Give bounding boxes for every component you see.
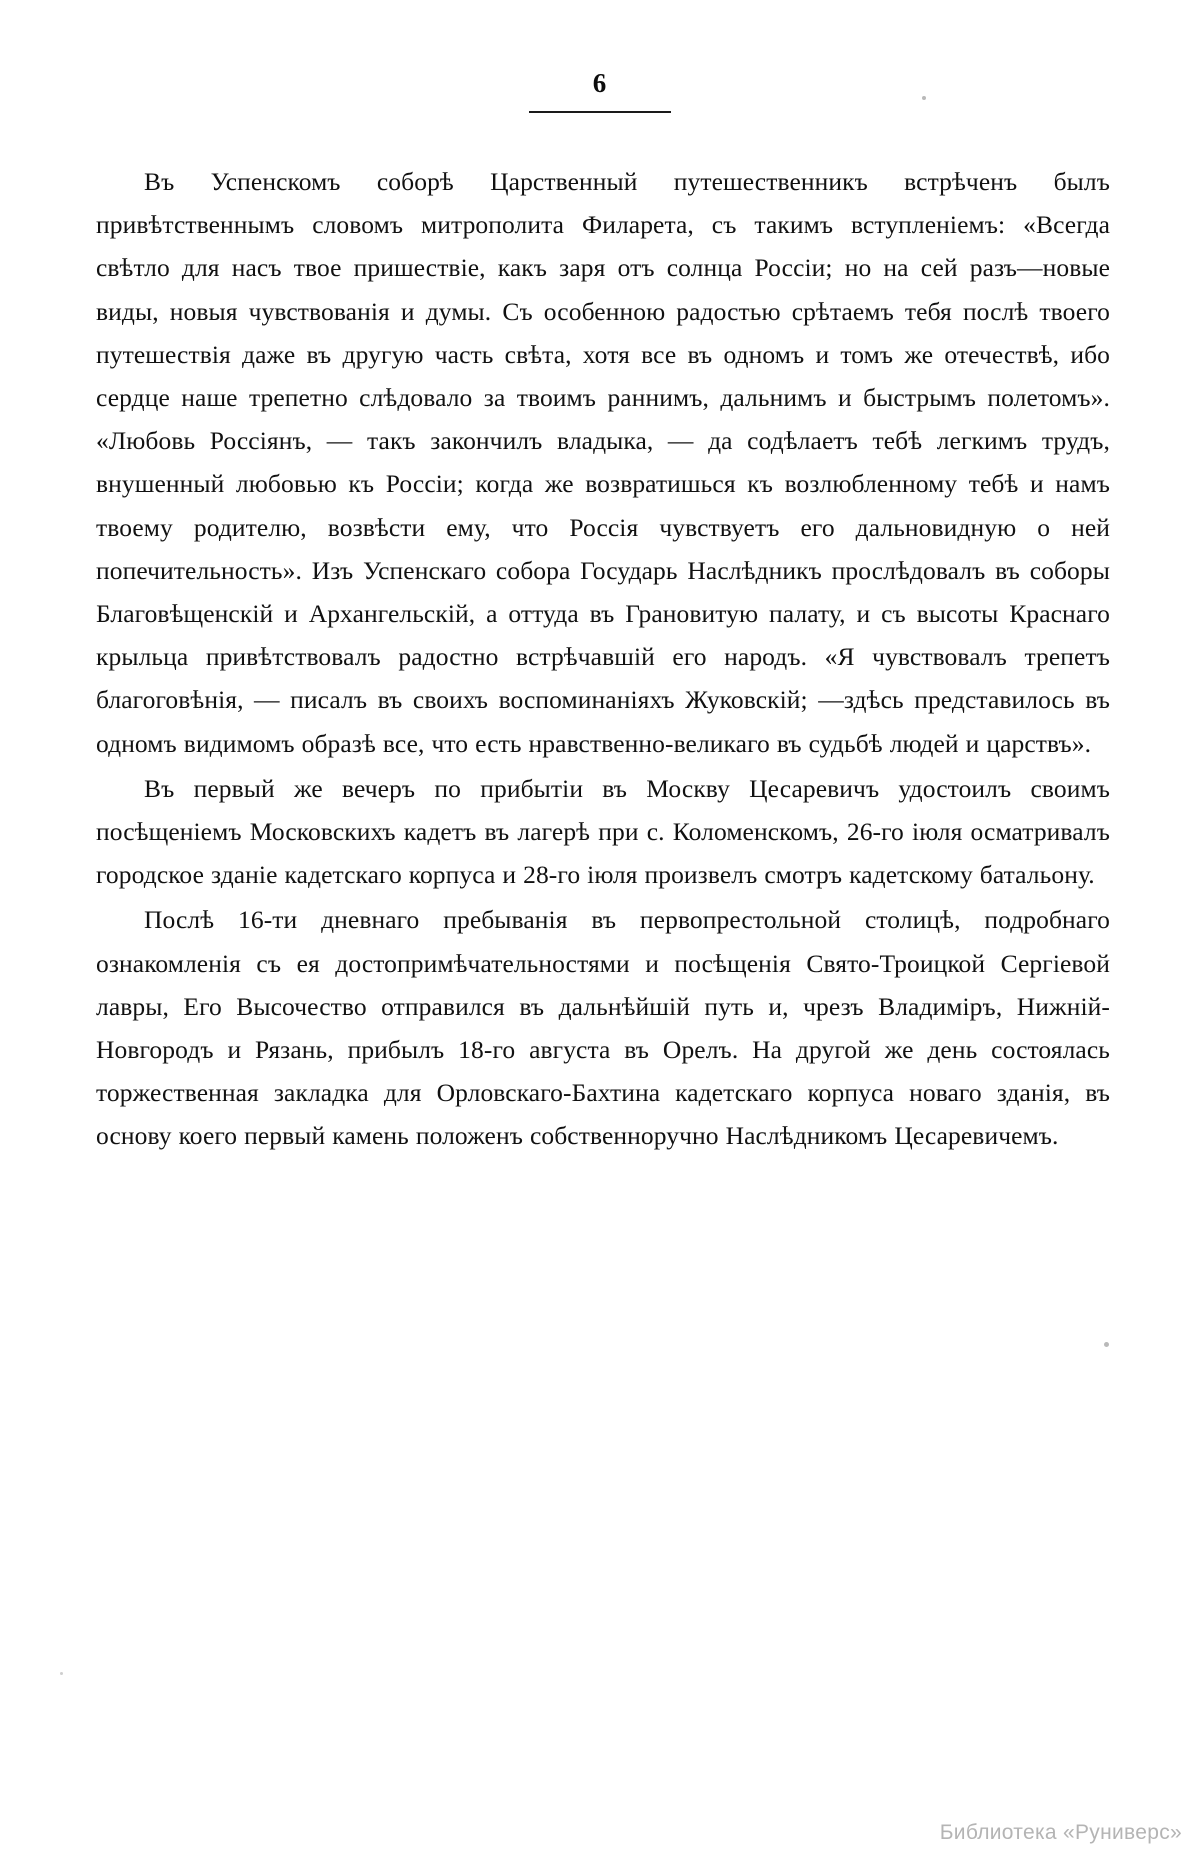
paragraph: Послѣ 16-ти дневнаго пребыванія въ первопрестольной столицѣ, подробнаго ознакомленія съ ея достопримѣчательностями и посѣщенія Свято-Троицкой Сергіевой лавры, Его Высочество отправился въ дальнѣйшій путь и, чрезъ Владиміръ, Нижній-Новгородъ и Рязань, прибылъ 18-го августа въ Орелъ. На другой же день состоялась торжественная закладка для Орловскаго-Бахтина кадетскаго корпуса новаго зданія, въ основу коего первый камень положенъ собственноручно Наслѣдникомъ Цесаревичемъ.	[96, 905, 1110, 1151]
scan-speck	[60, 1672, 63, 1675]
library-watermark: Библиотека «Руниверс»	[939, 1821, 1182, 1844]
scan-speck	[922, 96, 926, 100]
paragraph: Въ первый же вечеръ по прибытіи въ Москву Цесаревичъ удостоилъ своимъ посѣщеніемъ Московскихъ кадетъ въ лагерѣ при с. Коломенскомъ, 26-го іюля осматривалъ городское зданіе кадетскаго корпуса и 28-го іюля произвелъ смотръ кадетскому батальону.	[96, 773, 1110, 890]
scan-speck	[1104, 1342, 1109, 1347]
page-number-container	[0, 70, 1200, 97]
page-number: 6	[592, 68, 608, 98]
paragraph: Въ Успенскомъ соборѣ Царственный путешественникъ встрѣченъ былъ привѣтственнымъ словомъ митрополита Филарета, съ такимъ вступленіемъ: «Всегда свѣтло для насъ твое пришествіе, какъ заря отъ солнца Россіи; но на сей разъ—новые виды, новыя чувствованія и думы. Съ особенною радостью срѣтаемъ тебя послѣ твоего путешествія даже въ другую часть свѣта, хотя все въ одномъ и томъ же отечествѣ, ибо сердце наше трепетно слѣдовало за твоимъ раннимъ, дальнимъ и быстрымъ полетомъ». «Любовь Россіянъ, — такъ закончилъ владыка, — да содѣлаетъ тебѣ легкимъ трудъ, внушенный любовью къ Россіи; когда же возвратишься къ возлюбленному тебѣ и намъ твоему родителю, возвѣсти ему, что Россія чувствуетъ его дальновидную о ней попечительность». Изъ Успенскаго собора Государь Наслѣдникъ прослѣдовалъ въ соборы Благовѣщенскій и Архангельскій, а оттуда въ Грановитую палату, и съ высоты Краснаго крыльца привѣтствовалъ радостно встрѣчавшій его народъ. «Я чувствовалъ трепетъ благоговѣнія, — писалъ въ своихъ воспоминаніяхъ Жуковскій; —здѣсь представилось въ одномъ видимомъ образѣ все, что есть нравственно-великаго въ судьбѣ людей и царствъ».	[96, 167, 1110, 758]
body-text	[96, 160, 1110, 1158]
header-rule	[529, 111, 671, 113]
